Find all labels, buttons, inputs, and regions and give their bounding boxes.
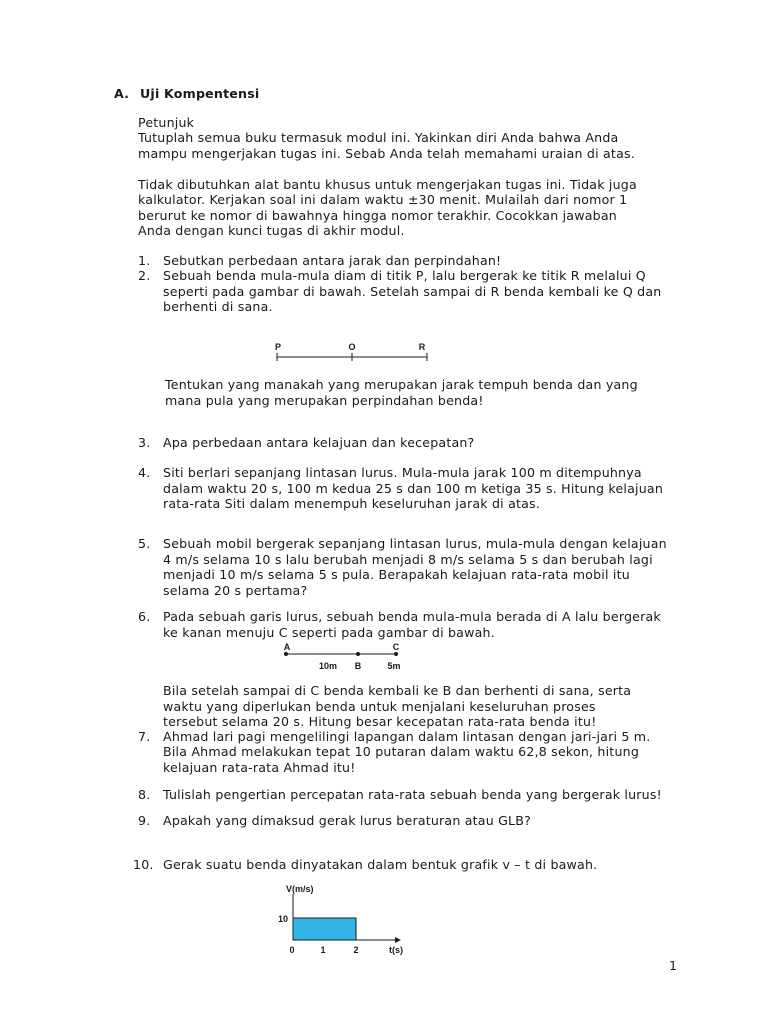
- question-text: Sebuah benda mula-mula diam di titik P, lalu bergerak ke titik R melalui Q: [163, 268, 646, 283]
- question-text: 4 m/s selama 10 s lalu berubah menjadi 8 m/s selama 5 s dan berubah lagi: [163, 552, 653, 567]
- abc-line-svg: [278, 640, 408, 676]
- intro-para1-line1: Tutuplah semua buku termasuk modul ini. Yakinkan diri Anda bahwa Anda: [138, 130, 619, 145]
- point-b: [356, 652, 360, 656]
- x-tick-label-2: 2: [353, 945, 359, 955]
- question-number: 7.: [138, 729, 151, 744]
- question-number: 4.: [138, 465, 151, 480]
- question-number: 1.: [138, 253, 151, 268]
- question-text: Tulislah pengertian percepatan rata-rata sebuah benda yang bergerak lurus!: [163, 787, 662, 802]
- segment-ab-length: 10m: [318, 661, 338, 671]
- question-number: 6.: [138, 609, 151, 624]
- question-text: waktu yang diperlukan benda untuk menjalani keseluruhan proses: [163, 699, 596, 714]
- por-line-figure: [270, 340, 440, 366]
- section-title: Uji Kompentensi: [140, 86, 260, 101]
- question-text: berhenti di sana.: [163, 299, 273, 314]
- question-text: Bila Ahmad melakukan tepat 10 putaran dalam waktu 62,8 sekon, hitung: [163, 744, 640, 759]
- question-text: Apa perbedaan antara kelajuan dan kecepatan?: [163, 435, 475, 450]
- instructions-heading: Petunjuk: [138, 115, 195, 130]
- question-number: 10.: [133, 857, 154, 872]
- question-number: 2.: [138, 268, 151, 283]
- question-text: Bila setelah sampai di C benda kembali ke B dan berhenti di sana, serta: [163, 683, 632, 698]
- question-text: Pada sebuah garis lurus, sebuah benda mula-mula berada di A lalu bergerak: [163, 609, 661, 624]
- vt-graph-svg: [270, 880, 410, 960]
- question-text: tersebut selama 20 s. Hitung besar kecepatan rata-rata benda itu!: [163, 714, 597, 729]
- intro-para2-line3: berurut ke nomor di bawahnya hingga nomor terakhir. Cocokkan jawaban: [138, 208, 617, 223]
- question-text: Tentukan yang manakah yang merupakan jarak tempuh benda dan yang: [165, 377, 638, 392]
- label-o: O: [348, 342, 356, 352]
- label-b: B: [354, 661, 362, 671]
- question-text: Sebuah mobil bergerak sepanjang lintasan lurus, mula-mula dengan kelajuan: [163, 536, 667, 551]
- question-text: menjadi 10 m/s selama 5 s pula. Berapakah kelajuan rata-rata mobil itu: [163, 567, 630, 582]
- question-number: 5.: [138, 536, 151, 551]
- question-text: Gerak suatu benda dinyatakan dalam bentuk grafik v – t di bawah.: [163, 857, 598, 872]
- question-text: Siti berlari sepanjang lintasan lurus. Mula-mula jarak 100 m ditempuhnya: [163, 465, 642, 480]
- point-c: [394, 652, 398, 656]
- x-tick-label-0: 0: [289, 945, 295, 955]
- x-tick-label-1: 1: [320, 945, 326, 955]
- question-number: 9.: [138, 813, 151, 828]
- question-text: ke kanan menuju C seperti pada gambar di bawah.: [163, 625, 495, 640]
- label-r: R: [418, 342, 426, 352]
- question-number: 3.: [138, 435, 151, 450]
- vt-graph-figure: [270, 880, 410, 960]
- intro-para2-line1: Tidak dibutuhkan alat bantu khusus untuk mengerjakan tugas ini. Tidak juga: [138, 177, 637, 192]
- question-text: mana pula yang merupakan perpindahan benda!: [165, 393, 484, 408]
- intro-para1-line2: mampu mengerjakan tugas ini. Sebab Anda telah memahami uraian di atas.: [138, 146, 635, 161]
- question-text: Apakah yang dimaksud gerak lurus beraturan atau GLB?: [163, 813, 531, 828]
- question-text: Sebutkan perbedaan antara jarak dan perpindahan!: [163, 253, 502, 268]
- velocity-area-fill: [293, 918, 356, 940]
- question-text: seperti pada gambar di bawah. Setelah sampai di R benda kembali ke Q dan: [163, 284, 662, 299]
- question-text: dalam waktu 20 s, 100 m kedua 25 s dan 100 m ketiga 35 s. Hitung kelajuan: [163, 481, 664, 496]
- label-p: P: [274, 342, 282, 352]
- page-number: 1: [669, 958, 678, 973]
- question-number: 8.: [138, 787, 151, 802]
- intro-para2-line4: Anda dengan kunci tugas di akhir modul.: [138, 223, 405, 238]
- label-c: C: [392, 642, 400, 652]
- question-text: kelajuan rata-rata Ahmad itu!: [163, 760, 356, 775]
- point-a: [284, 652, 288, 656]
- question-text: Ahmad lari pagi mengelilingi lapangan dalam lintasan dengan jari-jari 5 m.: [163, 729, 651, 744]
- segment-bc-length: 5m: [387, 661, 401, 671]
- intro-para2-line2: kalkulator. Kerjakan soal ini dalam waktu ±30 menit. Mulailah dari nomor 1: [138, 192, 628, 207]
- section-letter: A.: [114, 86, 130, 101]
- x-axis-label: t(s): [389, 945, 403, 955]
- y-axis-label: V(m/s): [286, 884, 314, 894]
- question-text: selama 20 s pertama?: [163, 583, 308, 598]
- question-text: rata-rata Siti dalam menempuh keseluruhan jarak di atas.: [163, 496, 541, 511]
- label-a: A: [283, 642, 291, 652]
- por-line-svg: [270, 340, 440, 366]
- abc-line-figure: [278, 640, 408, 676]
- y-tick-label: 10: [278, 914, 289, 924]
